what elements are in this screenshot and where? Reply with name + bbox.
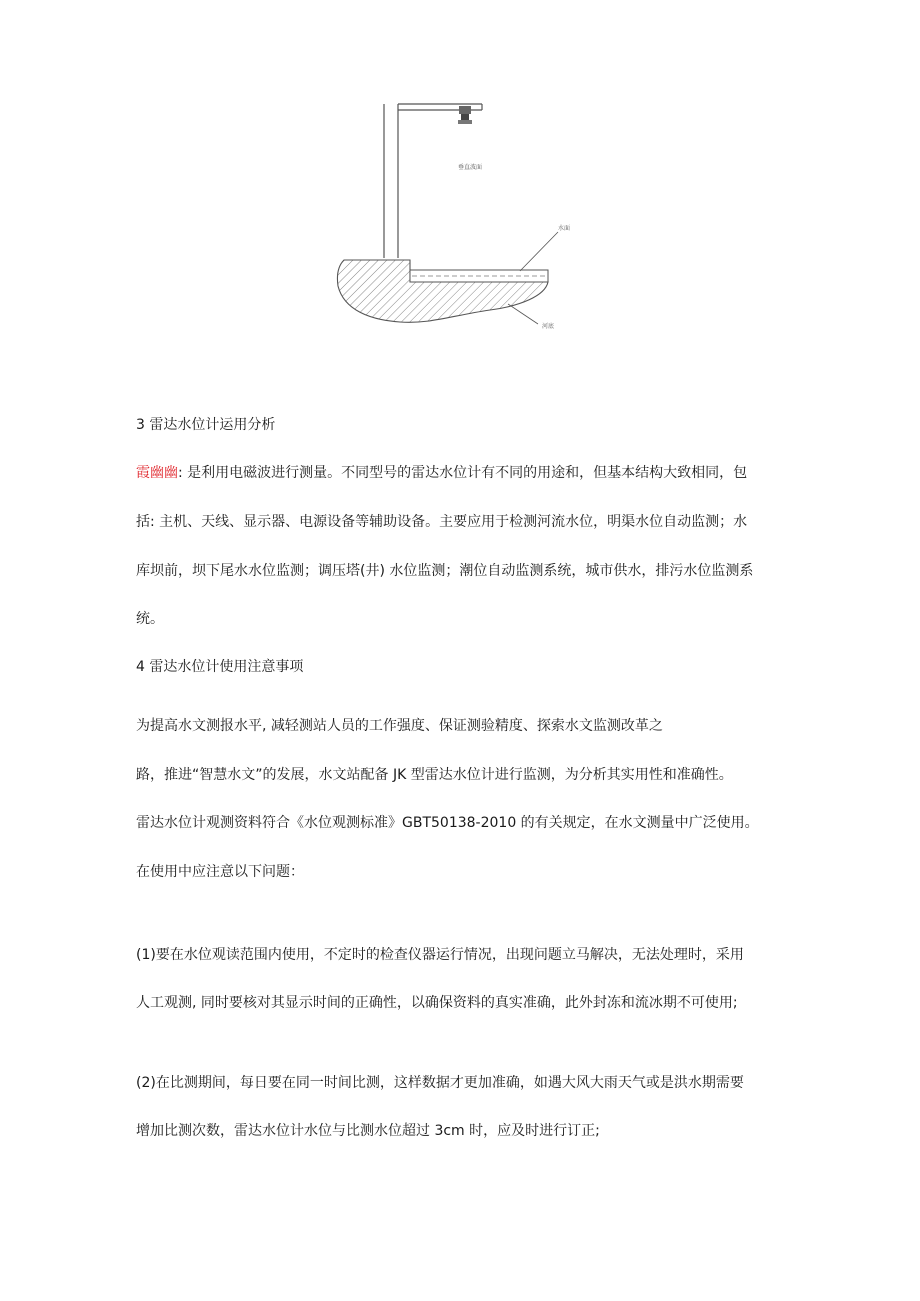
list-item-line: (2)在比测期间，每日要在同一时间比测，这样数据才更加准确，如遇大风大雨天气或是洪水期需要: [136, 1075, 744, 1091]
paragraph-line: 括: 主机、天线、显示器、电源设备等辅助设备。主要应用于检测河流水位，明渠水位自动监测；水: [136, 514, 748, 530]
radar-sensor: [458, 106, 472, 124]
vertical-wave-label: 垂直波面: [458, 164, 483, 171]
paragraph-line: 路，推进“智慧水文”的发展，水文站配备 JK 型雷达水位计进行监测，为分析其实用性和准确性。: [136, 767, 733, 783]
paragraph-text: : 是利用电磁波进行测量。不同型号的雷达水位计有不同的用途和，但基本结构大致相同，包: [178, 465, 748, 481]
paragraph-line: 为提高水文测报水平, 减轻测站人员的工作强度、保证测验精度、探索水文监测改革之: [136, 718, 663, 734]
section-4-heading: 4 雷达水位计使用注意事项: [136, 659, 304, 675]
section-3-heading: 3 雷达水位计运用分析: [136, 417, 276, 433]
riverbank-ground: [337, 260, 548, 322]
paragraph-line: 在使用中应注意以下问题：: [136, 864, 304, 880]
river-bed-label: 河底: [542, 323, 555, 330]
mounting-pole: [384, 104, 398, 258]
river-bed-leader: [508, 304, 538, 324]
paragraph-line: 库坝前，坝下尾水水位监测；调压塔(井) 水位监测；潮位自动监测系统，城市供水，排污水位监测系: [136, 563, 754, 579]
paragraph-line: [136, 463, 747, 483]
water-surface-leader: [520, 232, 558, 271]
radar-gauge-diagram: [330, 96, 570, 346]
paragraph-line: 雷达水位计观测资料符合《水位观测标准》GBT50138-2010 的有关规定，在水文测量中广泛使用。: [136, 815, 759, 831]
list-item-line: (1)要在水位观读范围内使用，不定时的检查仪器运行情况，出现问题立马解决，无法处理时，采用: [136, 947, 744, 963]
list-item-line: 增加比测次数，雷达水位计水位与比测水位超过 3cm 时，应及时进行订正;: [136, 1123, 600, 1139]
water-body: [410, 270, 548, 282]
paragraph-line: 统。: [136, 611, 164, 627]
water-surface-label: 水面: [558, 225, 570, 232]
author-name: 霞幽幽: [136, 465, 178, 481]
list-item-line: 人工观测, 同时要核对其显示时间的正确性，以确保资料的真实准确，此外封冻和流冰期不可使用;: [136, 995, 738, 1011]
